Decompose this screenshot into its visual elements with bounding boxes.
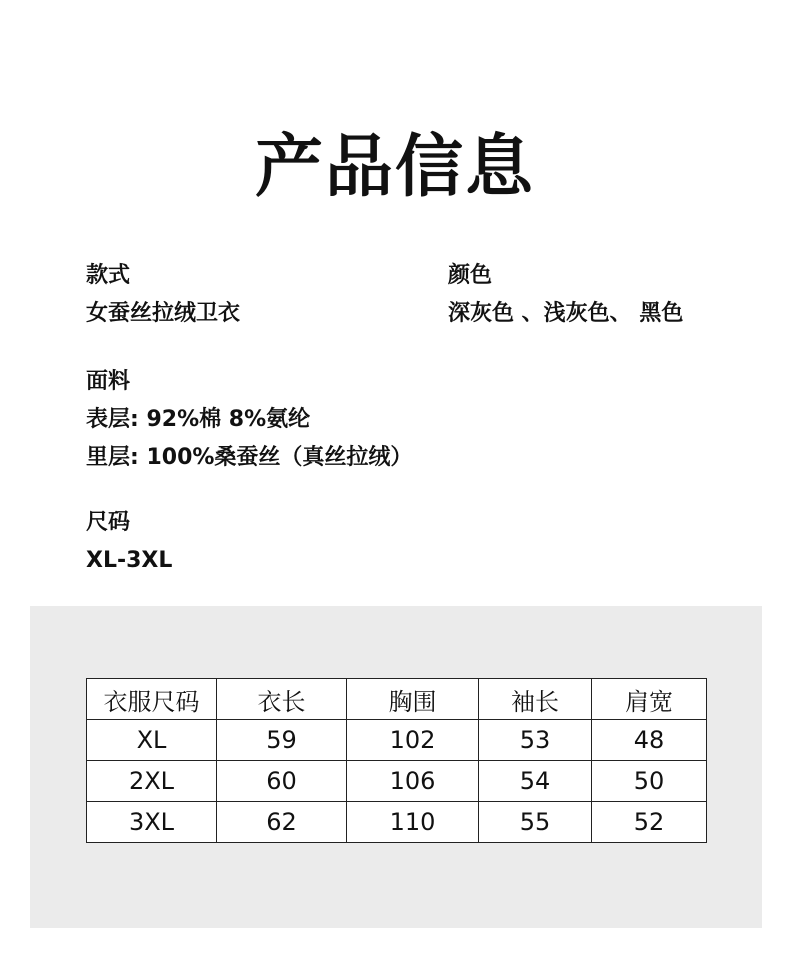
table-row: [87, 761, 707, 802]
size-chart-panel: [30, 606, 762, 928]
table-cell: 110: [347, 802, 479, 843]
fabric-label: 面料: [86, 369, 131, 394]
header-cell: 胸围: [347, 679, 479, 720]
table-cell: 53: [479, 720, 592, 761]
table-cell: XL: [87, 720, 217, 761]
table-cell: 59: [217, 720, 347, 761]
color-value: 深灰色 、浅灰色、 黑色: [448, 301, 684, 326]
header-cell: 衣长: [217, 679, 347, 720]
table-header-row: [87, 679, 707, 720]
fabric-inner: 里层: 100%桑蚕丝（真丝拉绒）: [86, 445, 413, 470]
style-label: 款式: [86, 263, 131, 288]
table-cell: 62: [217, 802, 347, 843]
table-cell: 2XL: [87, 761, 217, 802]
color-section: [448, 257, 683, 333]
size-value: XL-3XL: [86, 548, 173, 573]
table-cell: 60: [217, 761, 347, 802]
table-cell: 102: [347, 720, 479, 761]
table-cell: 54: [479, 761, 592, 802]
table-cell: 55: [479, 802, 592, 843]
fabric-section: [86, 363, 412, 477]
table-cell: 48: [592, 720, 707, 761]
style-section: [86, 257, 240, 333]
header-cell: 肩宽: [592, 679, 707, 720]
page-title: 产品信息: [254, 128, 535, 207]
table-cell: 50: [592, 761, 707, 802]
table-row: [87, 720, 707, 761]
size-section: [86, 504, 172, 580]
table-row: [87, 802, 707, 843]
style-value: 女蚕丝拉绒卫衣: [86, 301, 241, 326]
color-label: 颜色: [448, 263, 493, 288]
table-cell: 106: [347, 761, 479, 802]
table-cell: 52: [592, 802, 707, 843]
header-cell: 袖长: [479, 679, 592, 720]
table-cell: 3XL: [87, 802, 217, 843]
size-table: [86, 678, 707, 843]
header-cell: 衣服尺码: [87, 679, 217, 720]
fabric-outer: 表层: 92%棉 8%氨纶: [86, 407, 311, 432]
size-label: 尺码: [86, 510, 131, 535]
